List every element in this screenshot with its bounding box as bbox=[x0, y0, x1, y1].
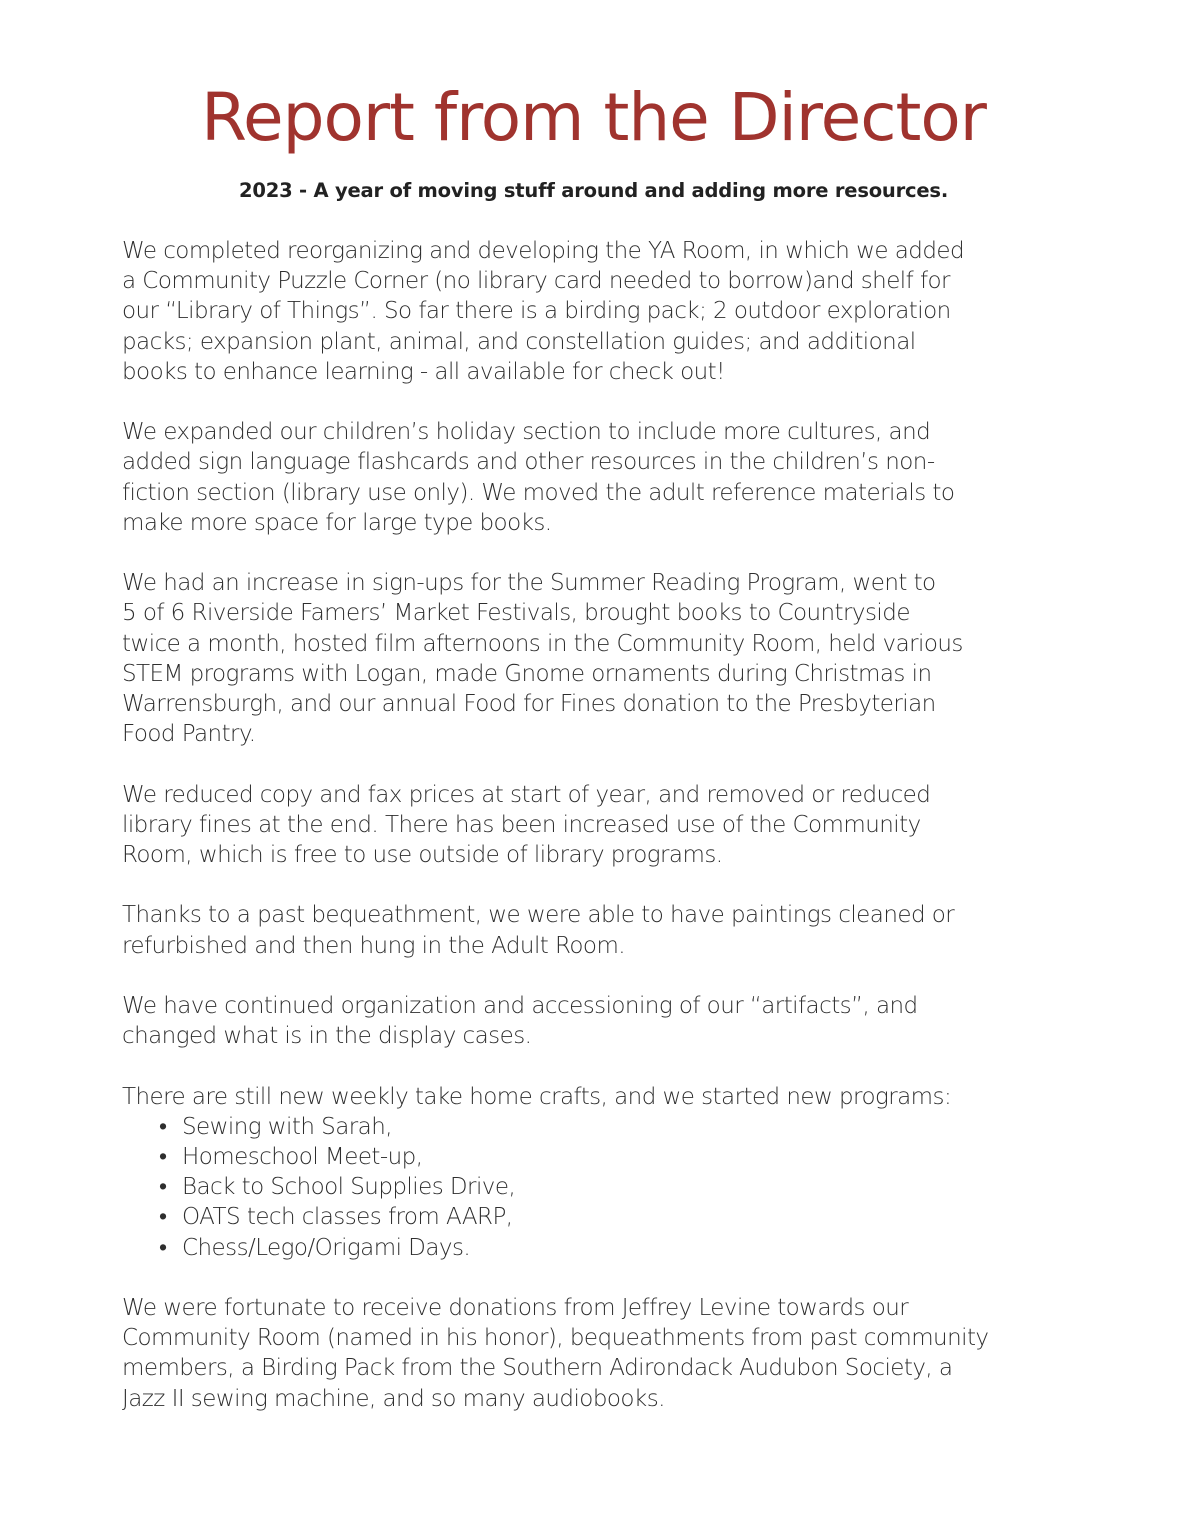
paragraph-artifacts bbox=[122, 991, 1062, 1051]
list-item bbox=[122, 1142, 1062, 1172]
paragraph-programs-outreach bbox=[122, 568, 1062, 749]
text-line: We have continued organization and accessioning of our “artifacts”, and bbox=[122, 993, 918, 1019]
list-item-text: Chess/Lego/Origami Days. bbox=[182, 1234, 471, 1261]
page-subtitle: 2023 - A year of moving stuff around and adding more resources. bbox=[238, 179, 949, 202]
bullet-icon: • bbox=[159, 1204, 167, 1231]
text-line: make more space for large type books. bbox=[122, 509, 552, 536]
text-line: We expanded our children’s holiday section to include more cultures, and bbox=[122, 419, 931, 446]
text-line: a Community Puzzle Corner (no library card needed to borrow)and shelf for bbox=[122, 268, 950, 295]
list-item bbox=[122, 1112, 1062, 1142]
list-item-text: Back to School Supplies Drive, bbox=[182, 1174, 516, 1201]
list-item-text: Homeschool Meet-up, bbox=[182, 1144, 423, 1170]
paragraph-ya-room bbox=[122, 236, 1062, 387]
text-line: packs; expansion plant, animal, and constellation guides; and additional bbox=[122, 328, 916, 355]
text-line: 5 of 6 Riverside Famers’ Market Festivals, brought books to Countryside bbox=[122, 600, 910, 627]
paragraph-childrens-section bbox=[122, 417, 1062, 538]
text-line: our “Library of Things”. So far there is a birding pack; 2 outdoor exploration bbox=[122, 298, 951, 325]
text-line: twice a month, hosted film afternoons in the Community Room, held various bbox=[122, 630, 963, 657]
page-title: Report from the Director bbox=[201, 79, 986, 156]
list-item-text: Sewing with Sarah, bbox=[182, 1113, 392, 1140]
text-line: refurbished and then hung in the Adult Room. bbox=[122, 932, 626, 959]
text-line: We had an increase in sign-ups for the Summer Reading Program, went to bbox=[122, 570, 936, 597]
text-line: We completed reorganizing and developing the YA Room, in which we added bbox=[122, 238, 965, 264]
bullet-icon: • bbox=[159, 1144, 167, 1170]
bullet-icon: • bbox=[159, 1234, 167, 1261]
programs-list bbox=[122, 1112, 1062, 1263]
text-line: added sign language flashcards and other resources in the children’s non- bbox=[122, 449, 935, 476]
list-item bbox=[122, 1233, 1062, 1263]
text-line: Jazz II sewing machine, and so many audiobooks. bbox=[122, 1385, 665, 1412]
paragraph-donations bbox=[122, 1293, 1062, 1414]
text-line: library fines at the end. There has been increased use of the Community bbox=[122, 811, 921, 838]
text-line: changed what is in the display cases. bbox=[122, 1023, 532, 1050]
text-line: Community Room (named in his honor), bequeathments from past community bbox=[122, 1325, 989, 1352]
bullet-icon: • bbox=[159, 1174, 167, 1201]
list-item-text: OATS tech classes from AARP, bbox=[182, 1204, 513, 1231]
text-line: Warrensburgh, and our annual Food for Fines donation to the Presbyterian bbox=[122, 691, 936, 718]
list-item bbox=[122, 1202, 1062, 1232]
text-line: There are still new weekly take home crafts, and we started new programs: bbox=[122, 1083, 952, 1110]
text-line: We reduced copy and fax prices at start of year, and removed or reduced bbox=[122, 781, 931, 808]
text-line: Food Pantry. bbox=[122, 721, 256, 748]
text-line: Thanks to a past bequeathment, we were able to have paintings cleaned or bbox=[122, 902, 955, 929]
paragraph-fees bbox=[122, 780, 1062, 871]
text-line: STEM programs with Logan, made Gnome ornaments during Christmas in bbox=[122, 660, 932, 687]
list-item bbox=[122, 1172, 1062, 1202]
paragraph-paintings bbox=[122, 900, 1062, 960]
report-body bbox=[122, 236, 1062, 1444]
text-line: members, a Birding Pack from the Southern Adirondack Audubon Society, a bbox=[122, 1355, 953, 1382]
bullet-icon: • bbox=[159, 1113, 167, 1140]
paragraph-new-programs-intro bbox=[122, 1082, 1062, 1112]
text-line: fiction section (library use only). We moved the adult reference materials to bbox=[122, 479, 955, 506]
text-line: Room, which is free to use outside of library programs. bbox=[122, 842, 723, 869]
text-line: We were fortunate to receive donations from Jeffrey Levine towards our bbox=[122, 1295, 909, 1321]
text-line: books to enhance learning - all available for check out! bbox=[122, 358, 725, 385]
